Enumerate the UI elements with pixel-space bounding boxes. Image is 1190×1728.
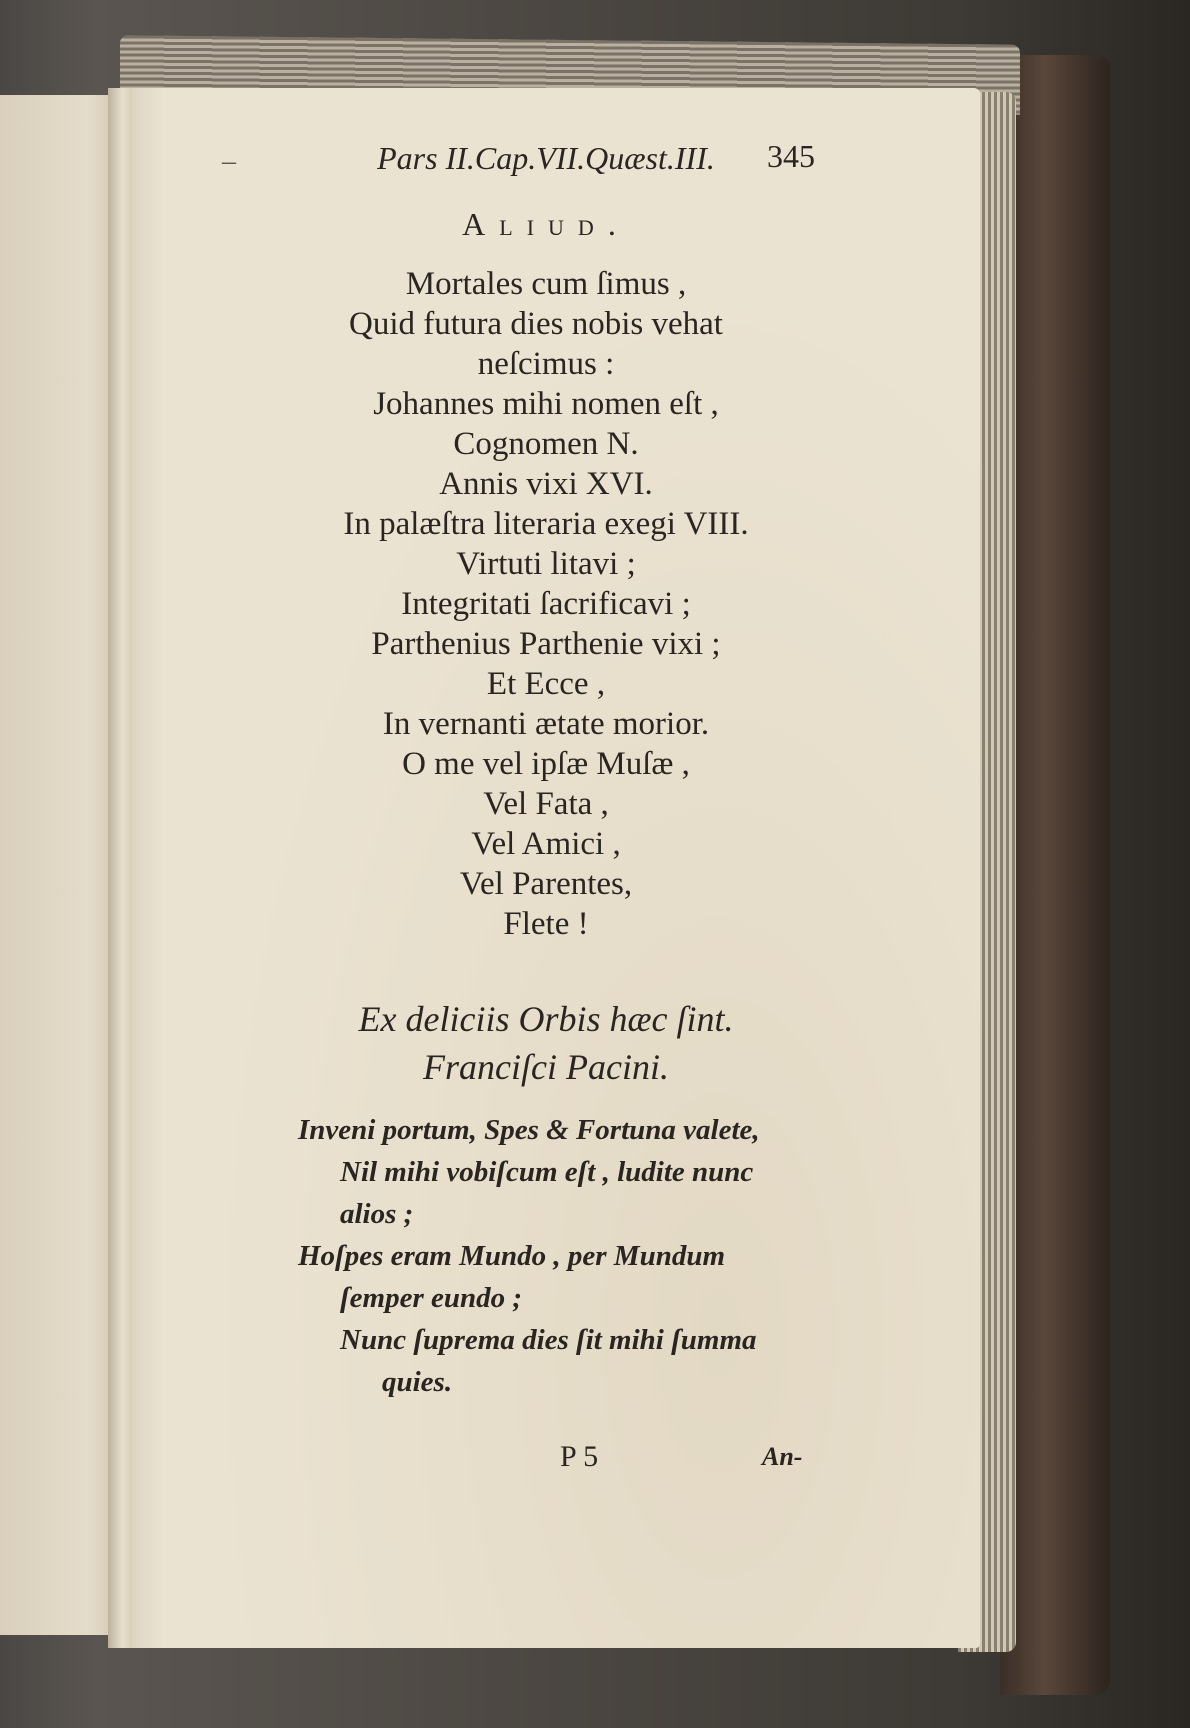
verse-line: Vel Fata ,: [483, 786, 609, 822]
verse-line: Mortales cum ſimus ,: [405, 266, 687, 302]
epitaph-line: alios ;: [340, 1198, 414, 1230]
section-heading: Ex deliciis Orbis hæc ſint.: [358, 999, 734, 1039]
epitaph-line: quies.: [382, 1366, 453, 1398]
epitaph-line: Nunc ſuprema dies ſit mihi ſumma: [340, 1324, 757, 1356]
epitaph-line: Nil mihi vobiſcum eſt , ludite nunc: [340, 1156, 754, 1188]
verse-line: Vel Parentes,: [459, 866, 633, 902]
verse-line: O me vel ipſæ Muſæ ,: [402, 746, 690, 782]
book-page: [112, 88, 980, 1648]
verse-line: In vernanti ætate morior.: [382, 706, 710, 742]
book-cover-edge: [1000, 55, 1110, 1695]
verse-line: Integritati ſacrificavi ;: [401, 586, 691, 622]
verse-line: Flete !: [503, 906, 589, 942]
verse-line: Parthenius Parthenie vixi ;: [371, 626, 721, 662]
epitaph-line: ſemper eundo ;: [340, 1282, 523, 1314]
verse-line: Vel Amici ,: [471, 826, 621, 862]
verse-line: Annis vixi XVI.: [439, 466, 653, 502]
running-head: Pars II.Cap.VII.Quæst.III.: [377, 140, 715, 176]
verse-line: In palæſtra literaria exegi VIII.: [343, 506, 749, 542]
author-heading: Franciſci Pacini.: [423, 1047, 669, 1087]
epitaph-line: Hoſpes eram Mundo , per Mundum: [298, 1240, 726, 1272]
margin-dash: –: [222, 146, 236, 177]
verse-line: Cognomen N.: [453, 426, 639, 462]
aliud-heading: Aliud.: [462, 206, 630, 242]
verse-line: neſcimus :: [477, 346, 615, 382]
signature-mark: P 5: [560, 1440, 599, 1473]
verse-line: Johannes mihi nomen eſt ,: [373, 386, 719, 422]
verse-line: Quid futura dies nobis vehat: [349, 306, 723, 342]
page-number: 345: [767, 138, 815, 174]
catchword: An-: [762, 1442, 803, 1471]
verse-line: Virtuti litavi ;: [456, 546, 636, 582]
epitaph-line: Inveni portum, Spes & Fortuna valete,: [298, 1114, 760, 1146]
verse-line: Et Ecce ,: [486, 666, 606, 702]
